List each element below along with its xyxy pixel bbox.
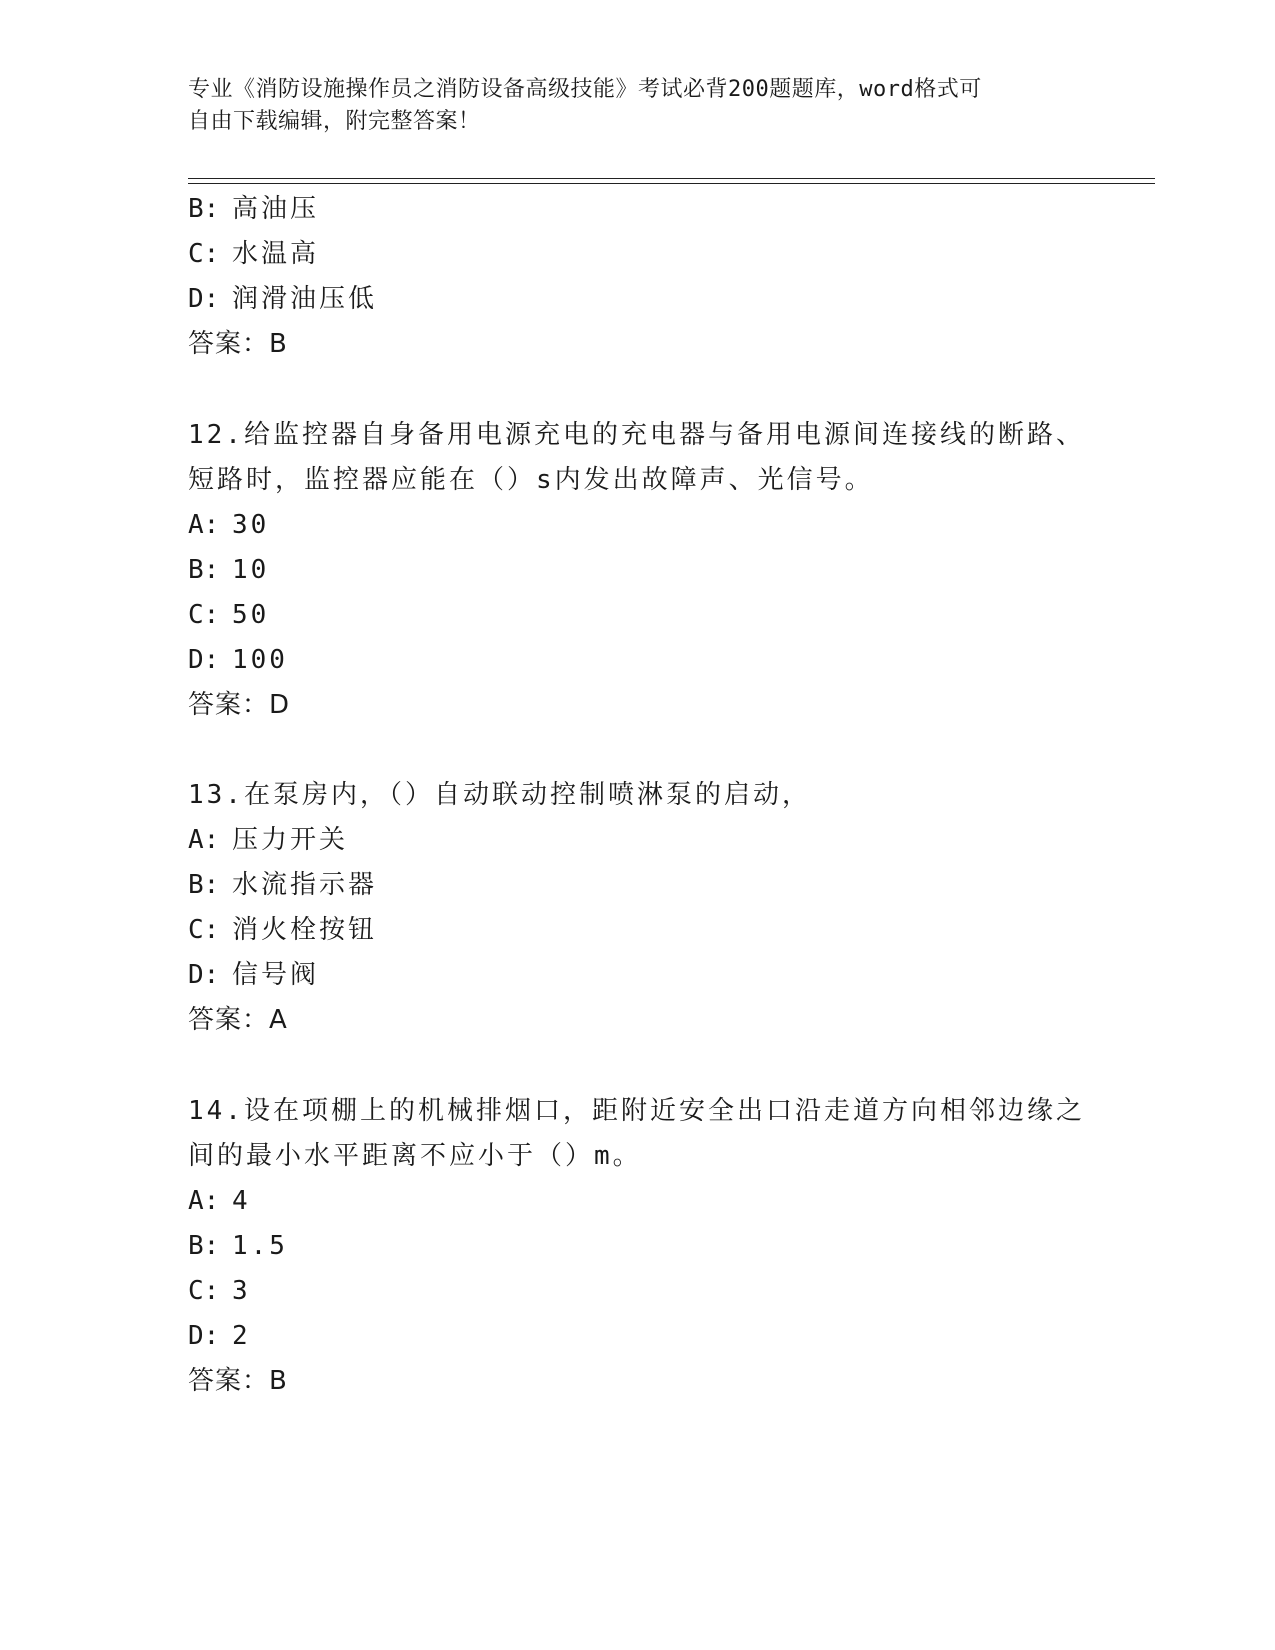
q11-answer: 答案：B <box>188 329 288 359</box>
q14-option-c <box>188 1275 251 1307</box>
q12-option-b <box>188 554 269 586</box>
q11-option-b <box>188 193 319 225</box>
header-rule-bottom <box>188 183 1155 184</box>
option-label: C: <box>188 915 220 945</box>
q14-option-b <box>188 1230 288 1262</box>
q12-option-d <box>188 644 288 676</box>
option-label: A: <box>188 510 220 540</box>
option-label: D: <box>188 284 220 314</box>
option-label: C: <box>188 1276 220 1306</box>
q14-stem-line-2: 间的最小水平距离不应小于（）m。 <box>188 1141 642 1171</box>
option-text: 4 <box>232 1186 251 1216</box>
option-text: 10 <box>232 555 270 585</box>
header-rule-top <box>188 178 1155 179</box>
option-label: B: <box>188 1231 220 1261</box>
option-text: 润滑油压低 <box>232 284 378 314</box>
q13-option-c <box>188 914 377 946</box>
option-label: D: <box>188 1321 220 1351</box>
option-text: 高油压 <box>232 194 320 224</box>
q13-option-d <box>188 959 319 991</box>
option-label: C: <box>188 600 220 630</box>
q12-answer: 答案：D <box>188 690 291 720</box>
q14-option-a <box>188 1185 251 1217</box>
option-text: 100 <box>232 645 288 675</box>
q13-answer: 答案：A <box>188 1005 288 1035</box>
option-label: D: <box>188 645 220 675</box>
option-text: 50 <box>232 600 270 630</box>
option-text: 1.5 <box>232 1231 288 1261</box>
option-text: 信号阀 <box>232 960 320 990</box>
q11-option-c <box>188 238 319 270</box>
option-label: A: <box>188 1186 220 1216</box>
q12-stem-line-2: 短路时，监控器应能在（）s内发出故障声、光信号。 <box>188 465 874 495</box>
q13-stem-line-1: 13.在泵房内，（）自动联动控制喷淋泵的启动， <box>188 780 811 810</box>
header-line-2: 自由下载编辑，附完整答案！ <box>188 109 481 134</box>
option-label: B: <box>188 555 220 585</box>
option-text: 水温高 <box>232 239 320 269</box>
option-label: D: <box>188 960 220 990</box>
q13-option-a <box>188 824 348 856</box>
option-text: 2 <box>232 1321 251 1351</box>
option-label: B: <box>188 870 220 900</box>
option-text: 水流指示器 <box>232 870 378 900</box>
option-text: 3 <box>232 1276 251 1306</box>
q12-stem-line-1: 12.给监控器自身备用电源充电的充电器与备用电源间连接线的断路、 <box>188 420 1085 450</box>
option-text: 压力开关 <box>232 825 349 855</box>
q14-answer: 答案：B <box>188 1366 288 1396</box>
q11-option-d <box>188 283 377 315</box>
option-label: C: <box>188 239 220 269</box>
q12-option-a <box>188 509 269 541</box>
q13-option-b <box>188 869 377 901</box>
q12-option-c <box>188 599 269 631</box>
q14-option-d <box>188 1320 251 1352</box>
option-label: A: <box>188 825 220 855</box>
option-label: B: <box>188 194 220 224</box>
q14-stem-line-1: 14.设在项棚上的机械排烟口，距附近安全出口沿走道方向相邻边缘之 <box>188 1096 1085 1126</box>
document-header <box>188 74 1068 138</box>
header-line-1: 专业《消防设施操作员之消防设备高级技能》考试必背200题题库，word格式可 <box>188 77 982 102</box>
option-text: 消火栓按钮 <box>232 915 378 945</box>
option-text: 30 <box>232 510 270 540</box>
